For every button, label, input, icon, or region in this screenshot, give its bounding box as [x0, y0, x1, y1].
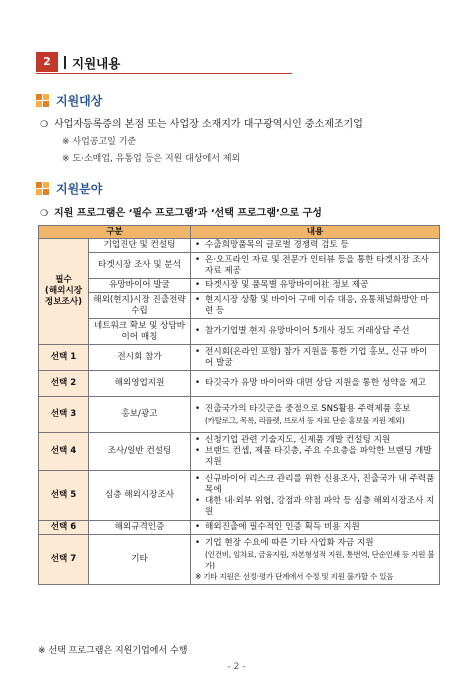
section-title: 지원내용 — [72, 56, 121, 71]
dot-bullet-icon: • — [195, 326, 201, 336]
four-square-icon — [36, 182, 49, 195]
required-desc: • 온·오프라인 자료 및 전문가 인터뷰 등을 통한 타겟시장 조사자료 제공 — [191, 253, 440, 279]
dot-bullet-icon: • — [195, 446, 201, 456]
circle-outline-icon: ❍ — [40, 209, 49, 219]
optional-label: 선택 4 — [39, 433, 89, 471]
optional-item: 기타 — [89, 535, 191, 585]
page-number: - 2 - — [227, 662, 246, 672]
header-category: 구분 — [39, 226, 191, 239]
target-note-1: ※ 사업공고일 기준 — [62, 137, 137, 147]
optional-item: 해외영업지원 — [89, 371, 191, 397]
optional-desc: • 해외진출에 필수적인 인증 획득 비용 지원 — [191, 521, 440, 535]
circle-outline-icon: ❍ — [40, 120, 49, 130]
optional-desc: • 전시회(온라인 포함) 참가 지원을 통한 기업 홍보, 신규 바이어 발굴 — [191, 345, 440, 371]
required-desc: • 참가기업별 현지 유망바이어 5개사 정도 거래상담 주선 — [191, 319, 440, 345]
footnote: ※ 선택 프로그램은 지원기업에서 수행 — [38, 646, 188, 656]
program-table — [38, 225, 440, 585]
optional-label: 선택 3 — [39, 397, 89, 433]
dot-bullet-icon: • — [195, 495, 201, 506]
optional-label: 선택 1 — [39, 345, 89, 371]
optional-label: 선택 5 — [39, 471, 89, 521]
target-main: ❍ 사업자등록증의 본점 또는 사업장 소재지가 대구광역시인 중소제조기업 — [40, 119, 363, 130]
optional-label: 선택 2 — [39, 371, 89, 397]
dot-bullet-icon: • — [195, 378, 201, 388]
field-heading-text: 지원분야 — [56, 182, 103, 196]
required-desc: • 수출희망품목의 글로벌 경쟁력 검토 등 — [191, 239, 440, 253]
required-item: 해외(현지)시장 진출전략 수립 — [89, 293, 191, 319]
optional-desc: • 신청기업 관련 기술지도, 신제품 개발 컨설팅 지원 • 브랜드 컨셉, 제품 타깃층, 주요 수요층을 파악한 브랜딩 개발 지원 — [191, 433, 440, 471]
dot-bullet-icon: • — [195, 294, 201, 305]
optional-item: 심층 해외시장조사 — [89, 471, 191, 521]
required-item: 기업진단 및 컨설팅 — [89, 239, 191, 253]
optional-item: 조사/일반 컨설팅 — [89, 433, 191, 471]
optional-item: 홍보/광고 — [89, 397, 191, 433]
field-main: ❍ 지원 프로그램은 ‘필수 프로그램’과 ‘선택 프로그램’으로 구성 — [40, 208, 322, 219]
required-desc: • 현지시장 상황 및 바이어 구매 이슈 대응, 유통채널화방안 마련 등 — [191, 293, 440, 319]
dot-bullet-icon: • — [195, 522, 201, 532]
optional-desc: • 기업 현장 수요에 따른 기타 사업화 자금 지원 (인건비, 임차료, 금융지원, 자본형성적 지원, 통번역, 단순인쇄 등 지원 불가) ※ 기타 지원은 선정·평가 단계에서 수정 및 지원 불가할 수 있음 — [191, 535, 440, 585]
optional-desc: • 타깃국가 유망 바이어와 대면 상담 지원을 통한 성약을 제고 — [191, 371, 440, 397]
optional-label: 선택 6 — [39, 521, 89, 535]
optional-desc: • 진출국가의 타깃군을 중점으로 SNS활용 주력제품 홍보 (카탈로그, 목록, 리플렛, 브로셔 등 자료 단순 홍보물 지원 제외) — [191, 397, 440, 433]
optional-label: 선택 7 — [39, 535, 89, 585]
required-label: 필수 (해외시장 정보조사) — [39, 239, 89, 345]
dot-bullet-icon: • — [195, 280, 201, 290]
dot-bullet-icon: • — [195, 403, 201, 414]
dot-bullet-icon: • — [195, 435, 201, 445]
section-number: 2 — [36, 52, 58, 72]
section-divider — [64, 56, 66, 69]
required-item: 타겟시장 조사 및 분석 — [89, 253, 191, 279]
optional-item: 해외규격인증 — [89, 521, 191, 535]
target-heading-text: 지원대상 — [56, 94, 103, 108]
header-content: 내용 — [191, 226, 440, 239]
dot-bullet-icon: • — [195, 537, 201, 548]
required-item: 네트워크 확보 및 상담바이어 매칭 — [89, 319, 191, 345]
four-square-icon — [36, 94, 49, 107]
optional-item: 전시회 참가 — [89, 345, 191, 371]
section-header — [36, 52, 292, 74]
dot-bullet-icon: • — [195, 240, 201, 250]
target-note-2: ※ 도·소매업, 유통업 등은 지원 대상에서 제외 — [62, 154, 241, 164]
dot-bullet-icon: • — [195, 254, 201, 265]
dot-bullet-icon: • — [195, 346, 201, 357]
optional-desc: • 신규바이어 리스크 관리를 위한 신용조사, 진출국가 내 주력품목에 • 대한 내·외부 위협, 강점과 약점 파악 등 심층 해외시장조사 지원 — [191, 471, 440, 521]
required-desc: • 타겟시장 및 품목별 유망바이어社 정보 제공 — [191, 279, 440, 293]
required-item: 유망바이어 발굴 — [89, 279, 191, 293]
dot-bullet-icon: • — [195, 473, 201, 484]
